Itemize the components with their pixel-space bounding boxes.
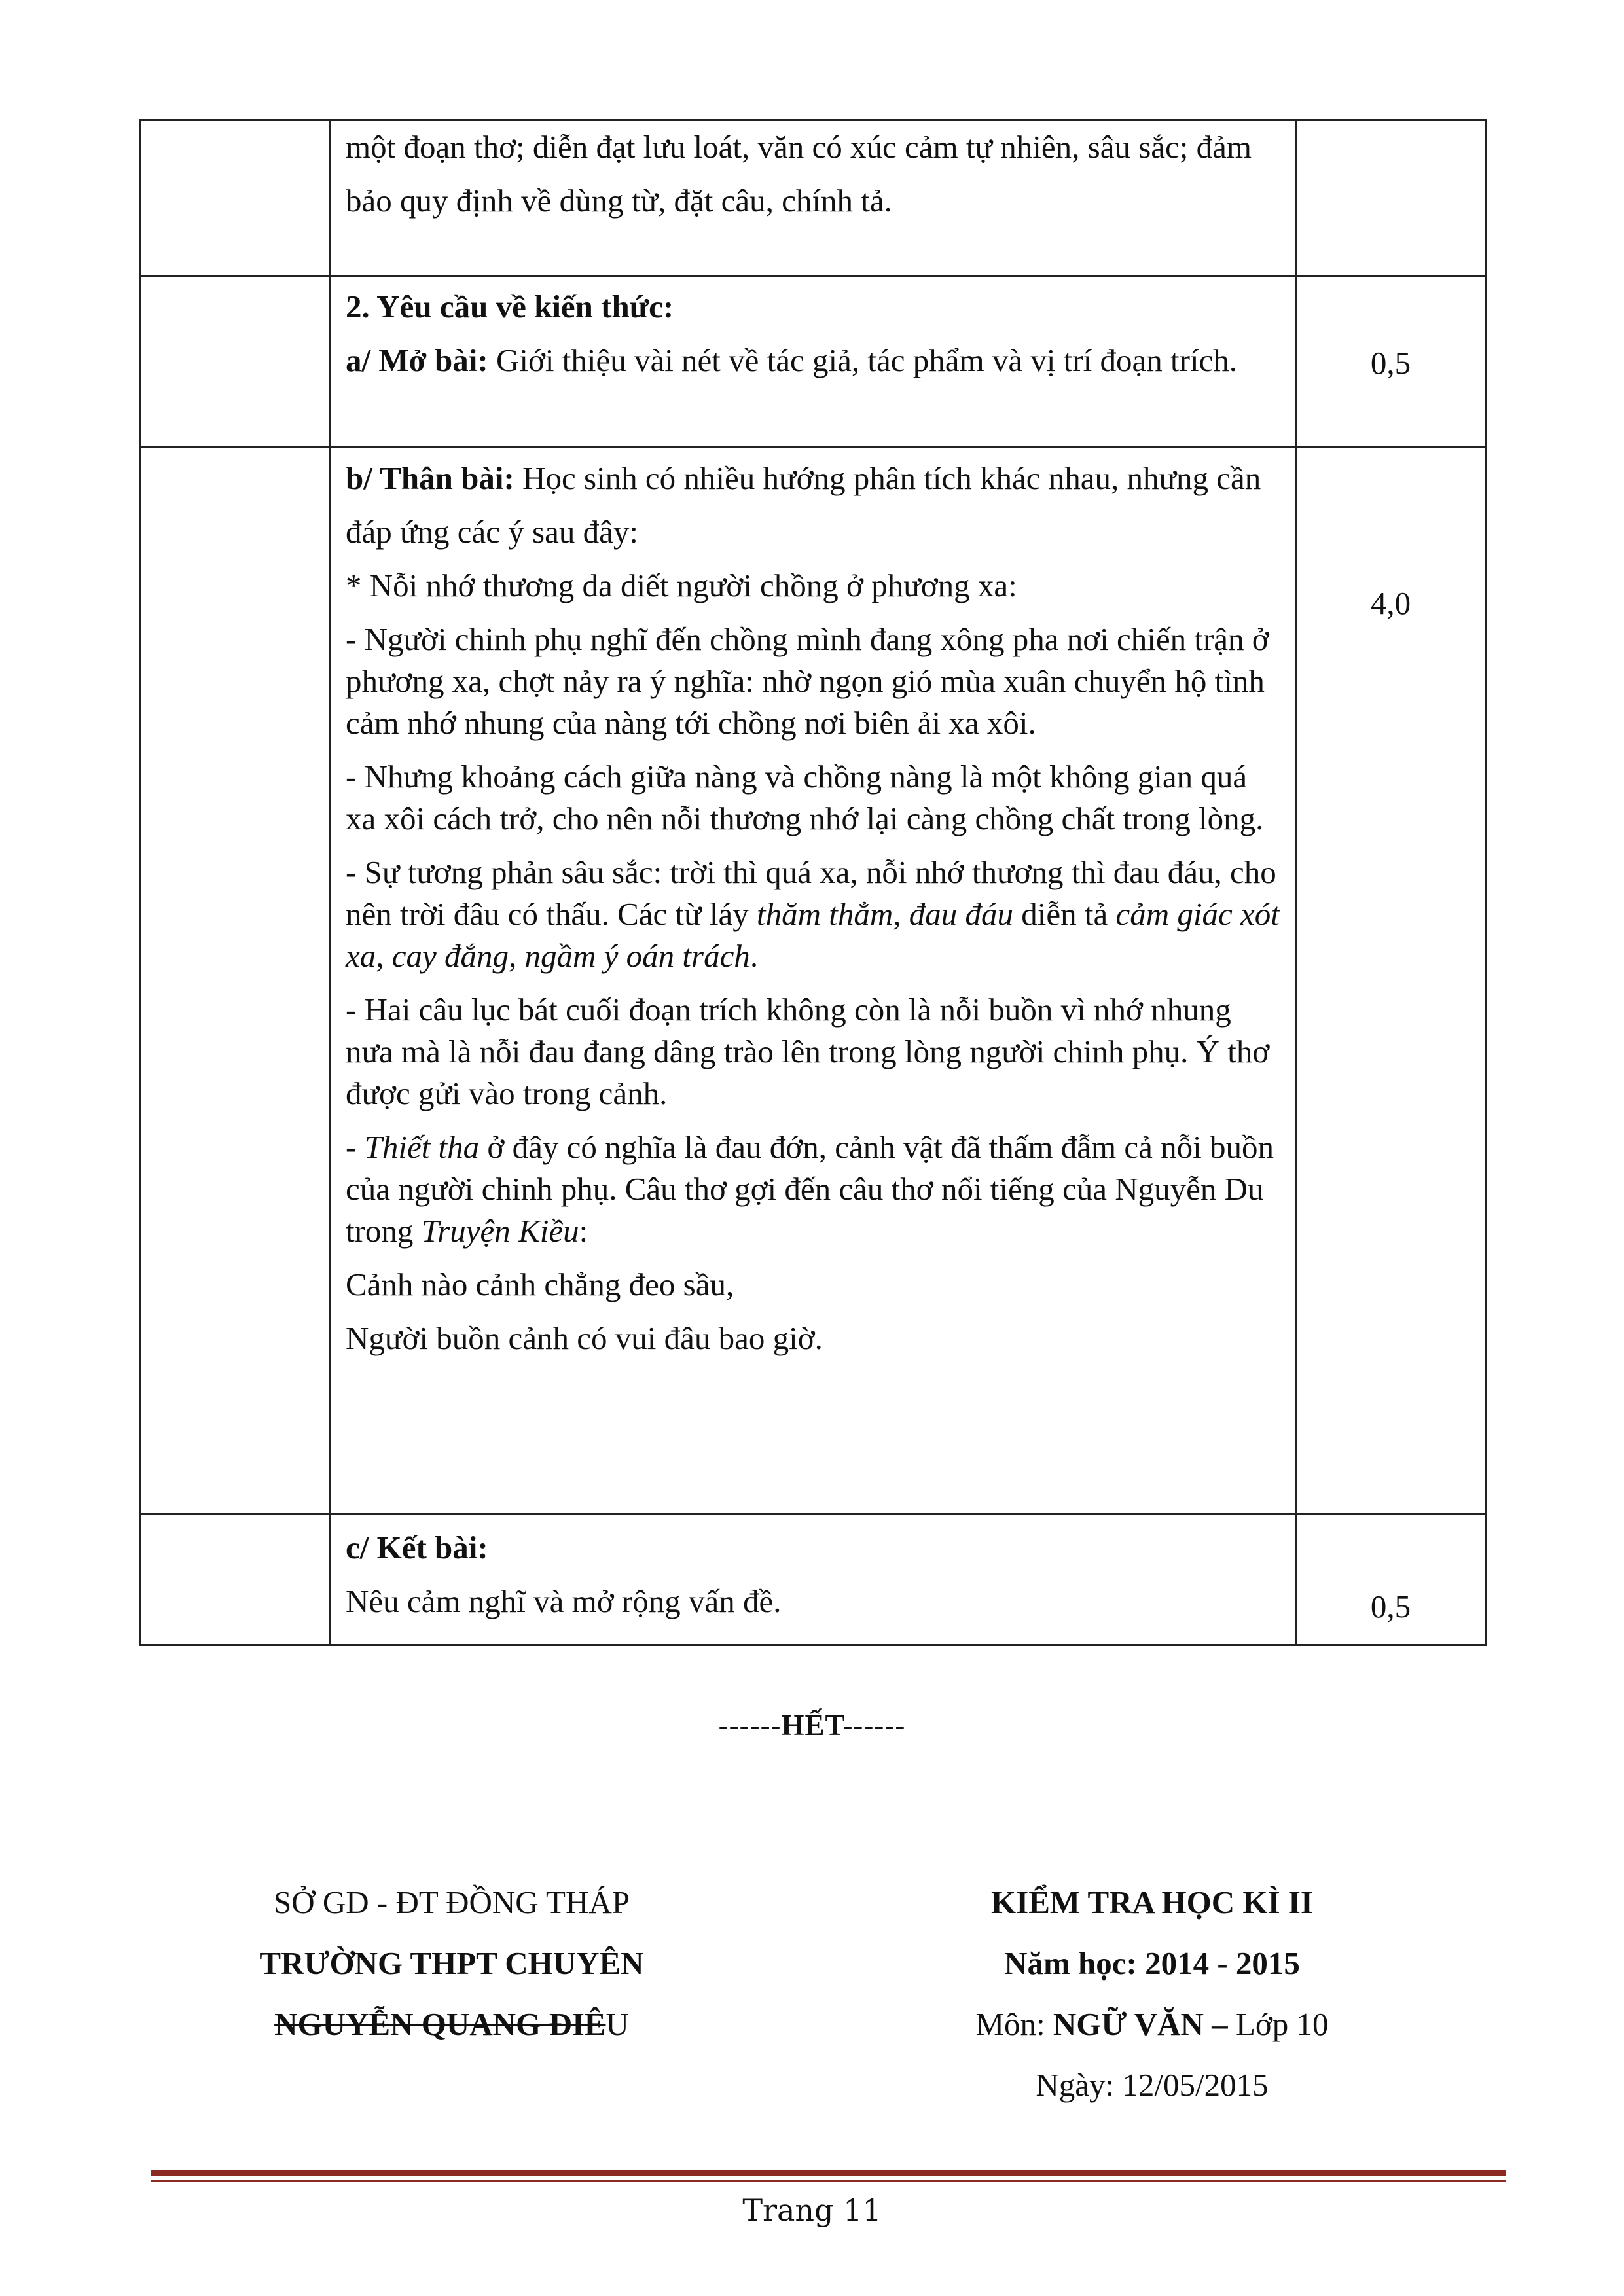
- mo-bai-text: a/ Mở bài: Giới thiệu vài nét về tác giả, tác phẩm và vị trí đoạn trích.: [346, 342, 1238, 378]
- empty-cell: [141, 120, 331, 276]
- content-cell: [331, 448, 1296, 1515]
- exam-title: KIỂM TRA HỌC KÌ II: [991, 1884, 1313, 1920]
- knowledge-heading: 2. Yêu cầu về kiến thức:: [346, 289, 674, 325]
- ket-bai-text: Nêu cảm nghĩ và mở rộng vấn đề.: [346, 1583, 782, 1619]
- point-paragraph-1: - Người chinh phụ nghĩ đến chồng mình đang xông pha nơi chiến trận ở phương xa, chợt nảy ra ý nghĩa: nhờ ngọn gió mùa xuân chuyển hộ tình cảm nhớ nhung của nàng tới chồng nơi biên ải xa xôi.: [346, 621, 1269, 741]
- footer-divider: [151, 2170, 1506, 2176]
- style-requirement-text: một đoạn thơ; diễn đạt lưu loát, văn có xúc cảm tự nhiên, sâu sắc; đảm: [346, 129, 1252, 165]
- verse-line-1: Cảnh nào cảnh chẳng đeo sầu,: [346, 1266, 734, 1302]
- point-heading: * Nỗi nhớ thương da diết người chồng ở phương xa:: [346, 567, 1017, 603]
- subject-line: Môn: NGỮ VĂN – Lớp 10: [975, 2006, 1329, 2042]
- ket-bai-heading: c/ Kết bài:: [346, 1530, 488, 1566]
- content-cell: [331, 1515, 1296, 1645]
- point-paragraph-2: - Nhưng khoảng cách giữa nàng và chồng nàng là một không gian quá xa xôi cách trở, cho nên nỗi thương nhớ lại càng chồng chất trong lòng.: [346, 759, 1264, 836]
- score-mo-bai: 0,5: [1370, 345, 1411, 381]
- page-number: Trang 11: [742, 2193, 882, 2228]
- empty-cell: [141, 448, 331, 1515]
- point-paragraph-4: - Hai câu lục bát cuối đoạn trích không còn là nỗi buồn vì nhớ nhung nưa mà là nỗi đau đang dâng trào lên trong lòng người chinh phụ. Ý thơ được gửi vào trong cảnh.: [346, 992, 1270, 1111]
- exam-header: [890, 1872, 1414, 2115]
- table-row: [141, 448, 1486, 1515]
- verse-line-2: Người buồn cảnh có vui đâu bao giờ.: [346, 1320, 823, 1356]
- content-cell: [331, 276, 1296, 448]
- point-paragraph-3: - Sự tương phản sâu sắc: trời thì quá xa, nỗi nhớ thương thì đau đáu, cho nên trời đâu có thấu. Các từ láy thăm thẳm, đau đáu diễn tả cảm giác xót xa, cay đắng, ngầm ý oán trách.: [346, 854, 1280, 974]
- score-cell: [1296, 1515, 1486, 1645]
- table-row: [141, 120, 1486, 276]
- school-name: TRƯỜNG THPT CHUYÊN: [259, 1945, 644, 1981]
- point-paragraph-5: - Thiết tha ở đây có nghĩa là đau đớn, cảnh vật đã thấm đẫm cả nỗi buồn của người chinh phụ. Câu thơ gợi đến câu thơ nổi tiếng của Nguyễn Du trong Truyện Kiều:: [346, 1129, 1274, 1249]
- table-row: [141, 276, 1486, 448]
- school-year: Năm học: 2014 - 2015: [1004, 1945, 1300, 1981]
- content-cell: [331, 120, 1296, 276]
- score-cell: [1296, 276, 1486, 448]
- grading-table: [139, 119, 1487, 1646]
- exam-date: Ngày: 12/05/2015: [1036, 2067, 1269, 2103]
- school-name-line-2: NGUYỄN QUANG ĐIÊU: [274, 2006, 629, 2042]
- department-name: SỞ GD - ĐT ĐỒNG THÁP: [273, 1884, 630, 1920]
- school-header: [170, 1872, 733, 2054]
- empty-cell: [141, 1515, 331, 1645]
- than-bai-intro-2: đáp ứng các ý sau đây:: [346, 514, 638, 550]
- style-requirement-text-2: bảo quy định về dùng từ, đặt câu, chính tả.: [346, 183, 892, 219]
- score-ket-bai: 0,5: [1370, 1588, 1411, 1624]
- empty-cell: [141, 276, 331, 448]
- score-cell: [1296, 120, 1486, 276]
- footer-divider-thin: [151, 2180, 1506, 2182]
- score-than-bai: 4,0: [1370, 585, 1411, 621]
- score-cell: [1296, 448, 1486, 1515]
- than-bai-intro: b/ Thân bài: Học sinh có nhiều hướng phân tích khác nhau, nhưng cần: [346, 460, 1261, 496]
- table-row: [141, 1515, 1486, 1645]
- end-marker: ------HẾT------: [718, 1709, 906, 1742]
